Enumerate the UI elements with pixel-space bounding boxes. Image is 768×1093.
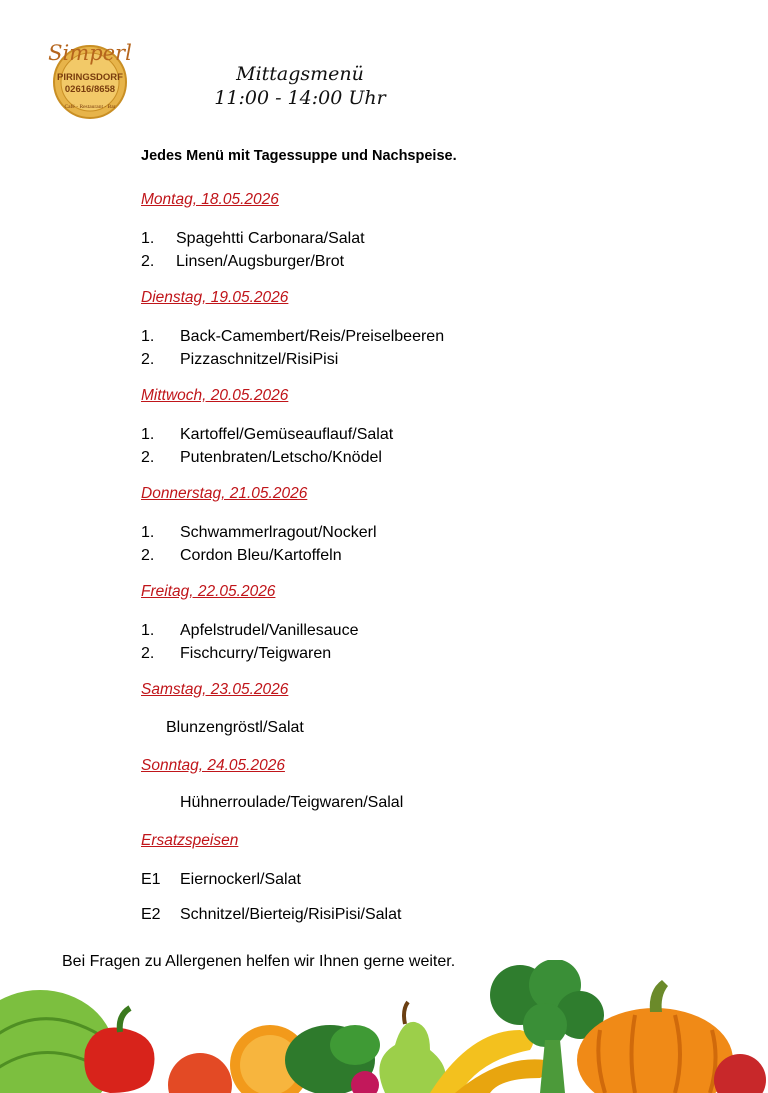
- menu-item: Spagehtti Carbonara/Salat: [176, 230, 365, 247]
- menu-item: Blunzengröstl/Salat: [166, 719, 304, 736]
- logo-line-3: Café - Restaurant - Bar: [64, 104, 116, 110]
- menu-item: Apfelstrudel/Vanillesauce: [180, 622, 359, 639]
- day-heading-friday: Freitag, 22.05.2026: [141, 583, 276, 600]
- menu-header: [200, 62, 400, 110]
- menu-item: Schnitzel/Bierteig/RisiPisi/Salat: [180, 906, 402, 923]
- item-number: E1: [141, 871, 161, 888]
- item-number: 1.: [141, 524, 155, 541]
- day-heading-wednesday: Mittwoch, 20.05.2026: [141, 387, 289, 404]
- item-number: 2.: [141, 351, 155, 368]
- allergen-note: Bei Fragen zu Allergenen helfen wir Ihnen gerne weiter.: [62, 953, 456, 970]
- item-number: 1.: [141, 622, 155, 639]
- day-heading-tuesday: Dienstag, 19.05.2026: [141, 289, 289, 306]
- menu-title: Mittagsmenü: [236, 63, 364, 85]
- day-heading-saturday: Samstag, 23.05.2026: [141, 681, 289, 698]
- item-number: E2: [141, 906, 161, 923]
- menu-item: Back-Camembert/Reis/Preiselbeeren: [180, 328, 445, 345]
- menu-item: Eiernockerl/Salat: [180, 871, 301, 888]
- menu-item: Fischcurry/Teigwaren: [180, 645, 332, 662]
- heading-alternatives: Ersatzspeisen: [141, 832, 239, 849]
- item-number: 1.: [141, 328, 155, 345]
- logo-line-2: 02616/8658: [64, 84, 116, 95]
- menu-subtitle: Jedes Menü mit Tagessuppe und Nachspeise.: [141, 148, 457, 164]
- menu-item: Hühnerroulade/Teigwaren/Salal: [180, 794, 404, 811]
- restaurant-logo: [40, 38, 140, 120]
- menu-item: Schwammerlragout/Nockerl: [180, 524, 377, 541]
- menu-item: Kartoffel/Gemüseauflauf/Salat: [180, 426, 394, 443]
- item-number: 2.: [141, 449, 155, 466]
- logo-line-1: PIRINGSDORF: [57, 72, 123, 83]
- menu-item: Cordon Bleu/Kartoffeln: [180, 547, 342, 564]
- item-number: 1.: [141, 230, 155, 247]
- item-number: 2.: [141, 253, 155, 270]
- vegetables-decoration: [0, 960, 768, 1093]
- item-number: 1.: [141, 426, 155, 443]
- menu-item: Pizzaschnitzel/RisiPisi: [180, 351, 339, 368]
- day-heading-monday: Montag, 18.05.2026: [141, 191, 279, 208]
- day-heading-sunday: Sonntag, 24.05.2026: [141, 757, 285, 774]
- menu-hours: 11:00 - 14:00 Uhr: [214, 87, 386, 109]
- day-heading-thursday: Donnerstag, 21.05.2026: [141, 485, 308, 502]
- menu-item: Putenbraten/Letscho/Knödel: [180, 449, 382, 466]
- logo-script: Simperl: [48, 41, 132, 65]
- item-number: 2.: [141, 547, 155, 564]
- item-number: 2.: [141, 645, 155, 662]
- menu-item: Linsen/Augsburger/Brot: [176, 253, 345, 270]
